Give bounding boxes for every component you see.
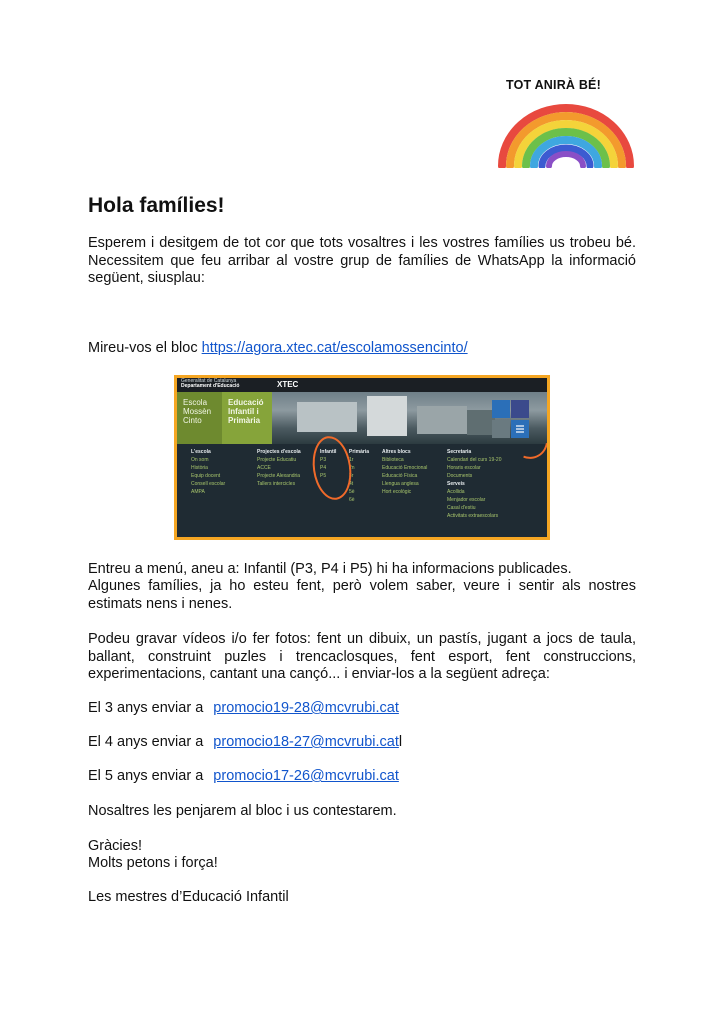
menu-col-primaria: Primària 1r 2n 3r 4t 5è 6è <box>349 449 370 503</box>
blog-link[interactable]: https://agora.xtec.cat/escolamossencinto/ <box>201 340 468 356</box>
school-name-panel <box>177 392 222 444</box>
publish-note: Nosaltres les penjarem al bloc i us contestarem. <box>88 803 397 819</box>
thanks-line: Gràcies! <box>88 838 142 854</box>
email-label: El 4 anys enviar a <box>88 734 208 750</box>
menu-col-infantil[interactable]: Infantil P3 P4 P5 <box>320 449 337 479</box>
email-line-5 <box>88 768 399 786</box>
menu-item-p4[interactable]: P4 <box>320 465 327 471</box>
page-title: Hola famílies! <box>88 194 225 217</box>
menu-col-secretaria: Secretaria Calendari del curs 19-20 Horaris escolar Documents Serveis Acollida Menjador escolar Casal d'estiu Activitats extraescolars <box>447 449 502 519</box>
menu-col-altres: Altres blocs Biblioteca Educació Emocional Educació Física Llengua anglesa Hort ecològic <box>382 449 428 495</box>
menu-col-escola: L'escola On som Història Equip docent Consell escolar AMPA <box>191 449 226 495</box>
email-link-4-anys[interactable]: promocio18-27@mcvrubi.cat <box>213 734 399 750</box>
families-paragraph: Algunes famílies, ja ho esteu fent, però volem saber, veure i sentir als nostres estimats nens i nenes. <box>88 578 636 612</box>
school-type-panel <box>222 392 272 444</box>
email-link-5-anys[interactable]: promocio17-26@mcvrubi.cat <box>213 768 399 784</box>
gencat-label: Generalitat de Catalunya Departament d'Educació <box>181 378 240 389</box>
email-label: El 3 anys enviar a <box>88 700 208 716</box>
intro-paragraph: Esperem i desitgem de tot cor que tots vosaltres i les vostres famílies us trobeu bé. Necessitem que feu arribar al vostre grup de famílies de WhatsApp la informació següent, siusplau: <box>88 235 636 286</box>
signature: Les mestres d’Educació Infantil <box>88 889 289 905</box>
email-link-3-anys[interactable]: promocio19-28@mcvrubi.cat <box>213 700 399 716</box>
xtec-logo: XTEC <box>277 380 299 389</box>
video-paragraph: Podeu gravar vídeos i/o fer fotos: fent un dibuix, un pastís, jugant a jocs de taula, ballant, construint puzles i trencaclosques, fent esport, fent construccions, experimentacions, cantant una cançó... i enviar-los a la següent adreça: <box>88 631 636 682</box>
dropdown-menu <box>177 444 547 537</box>
school-name: Escola Mossèn Cinto <box>183 398 212 425</box>
blog-screenshot <box>174 375 550 540</box>
kisses-line: Molts petons i força! <box>88 855 218 871</box>
gencat-bar <box>177 378 547 392</box>
menu-col-projectes: Projectes d'escola Projecte Educatiu ACCE Projecte Alexandria Tallers intercicles <box>257 449 301 487</box>
email-line-3 <box>88 700 399 718</box>
school-type: Educació Infantil i Primària <box>228 398 264 425</box>
menu-item-p3[interactable]: P3 <box>320 457 327 463</box>
menu-instructions: Entreu a menú, aneu a: Infantil (P3, P4 i P5) hi ha informacions publicades. <box>88 561 572 577</box>
blog-prefix: Mireu-vos el bloc <box>88 340 202 356</box>
menu-item-p5[interactable]: P5 <box>320 473 327 479</box>
email-suffix: l <box>398 734 403 750</box>
rainbow-logo <box>480 70 650 170</box>
blog-line <box>88 340 468 358</box>
logo-title: TOT ANIRÀ BÉ! <box>506 78 601 92</box>
email-label: El 5 anys enviar a <box>88 768 208 784</box>
email-line-4 <box>88 734 402 752</box>
rainbow-icon <box>496 96 636 168</box>
